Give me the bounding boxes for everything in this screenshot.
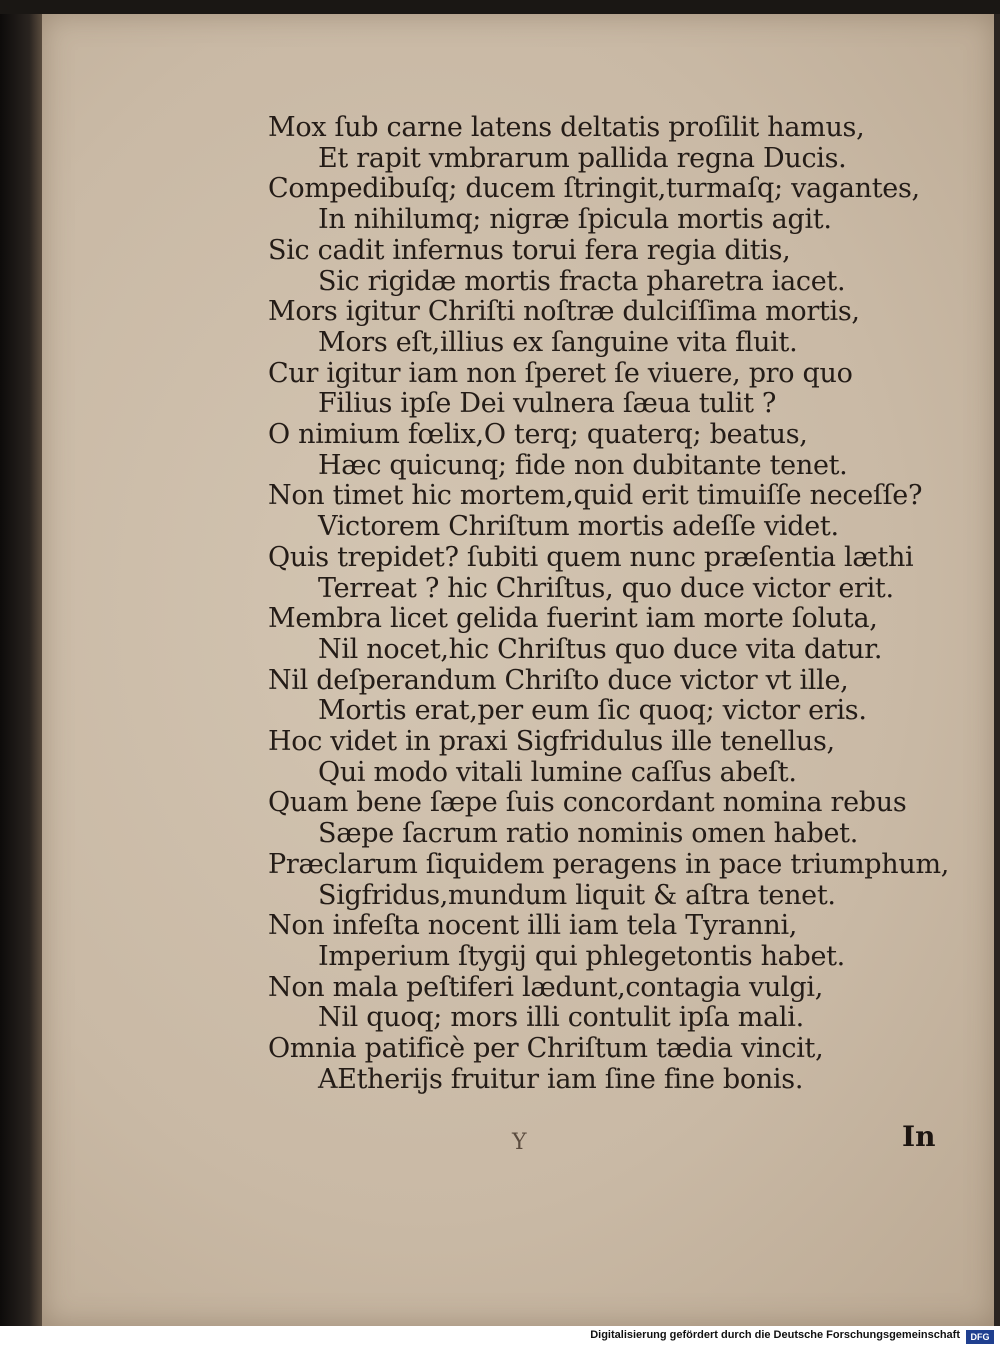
verse-line-pentameter: Victorem Chriſtum mortis adeſſe videt. <box>318 511 839 543</box>
verse-line-pentameter: Nil quoq; mors illi contulit ipſa mali. <box>318 1002 804 1034</box>
digitization-footer <box>0 1326 1000 1348</box>
verse-line-pentameter: Nil nocet,hic Chriſtus quo duce vita datur. <box>318 633 883 665</box>
verse-line-hexameter: Mox ſub carne latens deltatis proſilit hamus, <box>268 112 865 143</box>
verse-line-hexameter: Membra licet gelida fuerint iam morte ſoluta, <box>268 603 878 635</box>
verse-line-hexameter: Hoc videt in praxi Sigfridulus ille tenellus, <box>268 726 835 757</box>
verse-line-pentameter: Imperium ſtygij qui phlegetontis habet. <box>318 940 845 972</box>
verse-line-pentameter: In nihilumq; nigræ ſpicula mortis agit. <box>318 204 832 236</box>
verse-line-hexameter: Nil deſperandum Chriſto duce victor vt ille, <box>268 664 849 696</box>
funding-credit: Digitalisierung gefördert durch die Deutsche Forschungsgemeinschaft <box>590 1329 960 1341</box>
verse-line-hexameter: Non mala peſtiferi lædunt,contagia vulgi, <box>268 971 824 1003</box>
verse-line-hexameter: Compedibuſq; ducem ſtringit,turmaſq; vagantes, <box>268 173 920 205</box>
verse-line-hexameter: Quis trepidet? ſubiti quem nunc præſentia læthi <box>268 541 914 573</box>
verse-line-hexameter: Mors igitur Chriſti noſtræ dulciſſima mortis, <box>268 296 860 328</box>
verse-line-pentameter: Mortis erat,per eum ſic quoq; victor eris. <box>318 695 867 727</box>
verse-line-pentameter: Terreat ? hic Chriſtus, quo duce victor erit. <box>318 572 894 604</box>
verse-line-hexameter: Cur igitur iam non ſperet ſe viuere, pro quo <box>268 357 853 389</box>
verse-line-pentameter: Sæpe ſacrum ratio nominis omen habet. <box>318 818 858 850</box>
verse-line-pentameter: AEtherijs fruitur iam ſine fine bonis. <box>318 1063 804 1095</box>
verse-line-hexameter: Non timet hic mortem,quid erit timuiſſe neceſſe? <box>268 480 923 512</box>
verse-line-hexameter: Quam bene ſæpe ſuis concordant nomina rebus <box>268 787 907 819</box>
verse-line-pentameter: Sigfridus,mundum liquit & aſtra tenet. <box>318 879 836 911</box>
verse-line-pentameter: Filius ipſe Dei vulnera ſæua tulit ? <box>318 388 777 420</box>
book-spine <box>0 14 42 1326</box>
verse-line-pentameter: Hæc quicunq; fide non dubitante tenet. <box>318 449 848 481</box>
verse-line-hexameter: O nimium fœlix,O terq; quaterq; beatus, <box>268 419 808 450</box>
page-edge <box>994 14 1000 1326</box>
verse-line-hexameter: Præclarum ſiquidem peragens in pace triumphum, <box>268 848 950 880</box>
signature-mark: Y <box>512 1130 527 1155</box>
verse-line-pentameter: Et rapit vmbrarum pallida regna Ducis. <box>318 142 847 174</box>
book-page <box>42 14 996 1326</box>
verse-line-hexameter: Sic cadit infernus torui fera regia ditis, <box>268 234 791 266</box>
verse-line-pentameter: Qui modo vitali lumine caſſus abeſt. <box>318 756 797 788</box>
verse-line-hexameter: Omnia patificè per Chriſtum tædia vincit, <box>268 1033 824 1064</box>
dfg-logo: DFG <box>966 1330 994 1344</box>
verse-line-hexameter: Non infeſta nocent illi iam tela Tyranni, <box>268 910 798 942</box>
catchword: In <box>902 1120 936 1153</box>
verse-line-pentameter: Sic rigidæ mortis fracta pharetra iacet. <box>318 265 846 297</box>
verse-line-pentameter: Mors eſt,illius ex ſanguine vita fluit. <box>318 326 798 358</box>
